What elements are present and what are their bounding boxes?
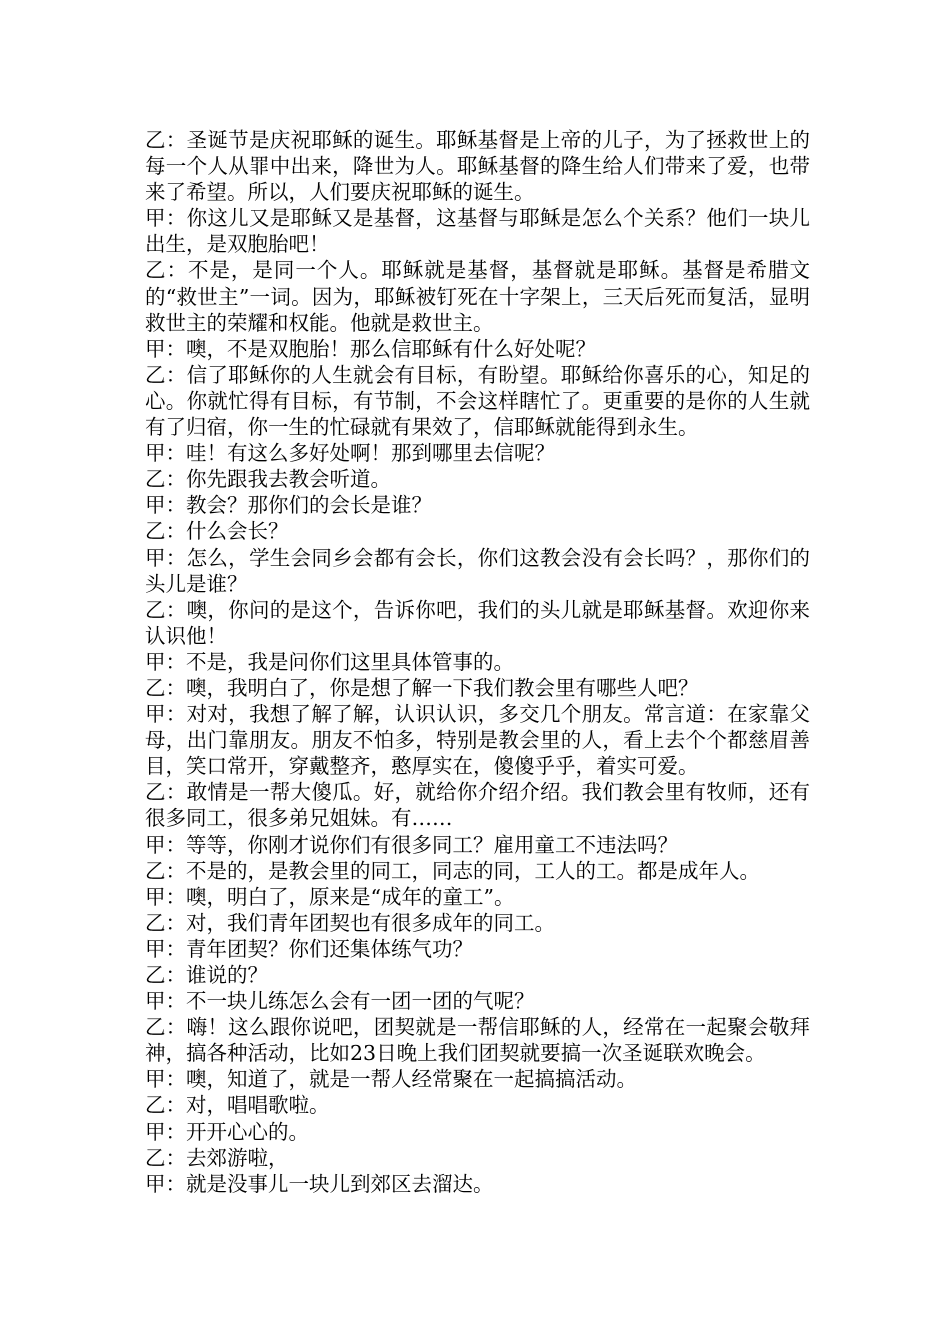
dialogue-line: 乙：噢，我明白了，你是想了解一下我们教会里有哪些人吧？ [145,675,699,700]
dialogue-line: 甲：噢，明白了，原来是“成年的童工”。 [145,884,515,909]
dialogue-line: 乙：你先跟我去教会听道。 [145,467,391,492]
dialogue-line: 甲：开开心心的。 [145,1119,309,1144]
dialogue-line: 乙：什么会长？ [145,519,289,544]
dialogue-line: 甲：青年团契？你们还集体练气功？ [145,936,473,961]
dialogue-line: 甲：教会？那你们的会长是谁？ [145,493,432,518]
dialogue-line: 甲：就是没事儿一块儿到郊区去溜达。 [145,1171,494,1196]
dialogue-line: 乙：敢情是一帮大傻瓜。好，就给你介绍介绍。我们教会里有牧师，还有很多同工，很多弟兄姐妹。有…… [145,780,810,831]
dialogue-line: 乙：不是的，是教会里的同工，同志的同，工人的工。都是成年人。 [145,858,760,883]
dialogue-line: 甲：怎么，学生会同乡会都有会长，你们这教会没有会长吗？，那你们的头儿是谁？ [145,545,810,596]
document-page [145,127,810,1197]
dialogue-line: 甲：噢，不是双胞胎！那么信耶稣有什么好处呢？ [145,336,596,361]
dialogue-line: 乙：谁说的？ [145,963,268,987]
dialogue-line: 乙：圣诞节是庆祝耶稣的诞生。耶稣基督是上帝的儿子，为了拯救世上的每一个人从罪中出来，降世为人。耶稣基督的降生给人们带来了爱，也带来了希望。所以，人们要庆祝耶稣的诞生。 [145,128,810,205]
dialogue-line: 甲：不是，我是问你们这里具体管事的。 [145,649,514,674]
dialogue-line: 甲：你这儿又是耶稣又是基督，这基督与耶稣是怎么个关系？他们一块儿出生，是双胞胎吧！ [145,206,810,257]
dialogue-line: 乙：去郊游啦， [145,1145,289,1170]
dialogue-line: 甲：等等，你刚才说你们有很多同工？雇用童工不违法吗？ [145,832,678,857]
dialogue-line: 乙：对，唱唱歌啦。 [145,1093,330,1118]
dialogue-line: 乙：对，我们青年团契也有很多成年的同工。 [145,910,555,935]
dialogue-line: 乙：嗨！这么跟你说吧，团契就是一帮信耶稣的人，经常在一起聚会敬拜神，搞各种活动，比如23日晚上我们团契就要搞一次圣诞联欢晚会。 [145,1015,810,1066]
dialogue-line: 甲：哇！有这么多好处啊！那到哪里去信呢？ [145,441,555,466]
dialogue-line: 甲：噢，知道了，就是一帮人经常聚在一起搞搞活动。 [145,1067,637,1092]
dialogue-line: 甲：不一块儿练怎么会有一团一团的气呢？ [145,989,535,1014]
dialogue-line: 乙：不是，是同一个人。耶稣就是基督，基督就是耶稣。基督是希腊文的“救世主”一词。因为，耶稣被钉死在十字架上，三天后死而复活，显明救世主的荣耀和权能。他就是救世主。 [145,258,810,335]
dialogue-line: 甲：对对，我想了解了解，认识认识，多交几个朋友。常言道：在家靠父母，出门靠朋友。朋友不怕多，特别是教会里的人，看上去个个都慈眉善目，笑口常开，穿戴整齐，憨厚实在，傻傻乎乎，着实可爱。 [145,702,810,779]
dialogue-line: 乙：噢，你问的是这个，告诉你吧，我们的头儿就是耶稣基督。欢迎你来认识他！ [145,597,810,648]
dialogue-line: 乙：信了耶稣你的人生就会有目标，有盼望。耶稣给你喜乐的心，知足的心。你就忙得有目标，有节制，不会这样瞎忙了。更重要的是你的人生就有了归宿，你一生的忙碌就有果效了，信耶稣就能得到永生。 [145,362,810,440]
